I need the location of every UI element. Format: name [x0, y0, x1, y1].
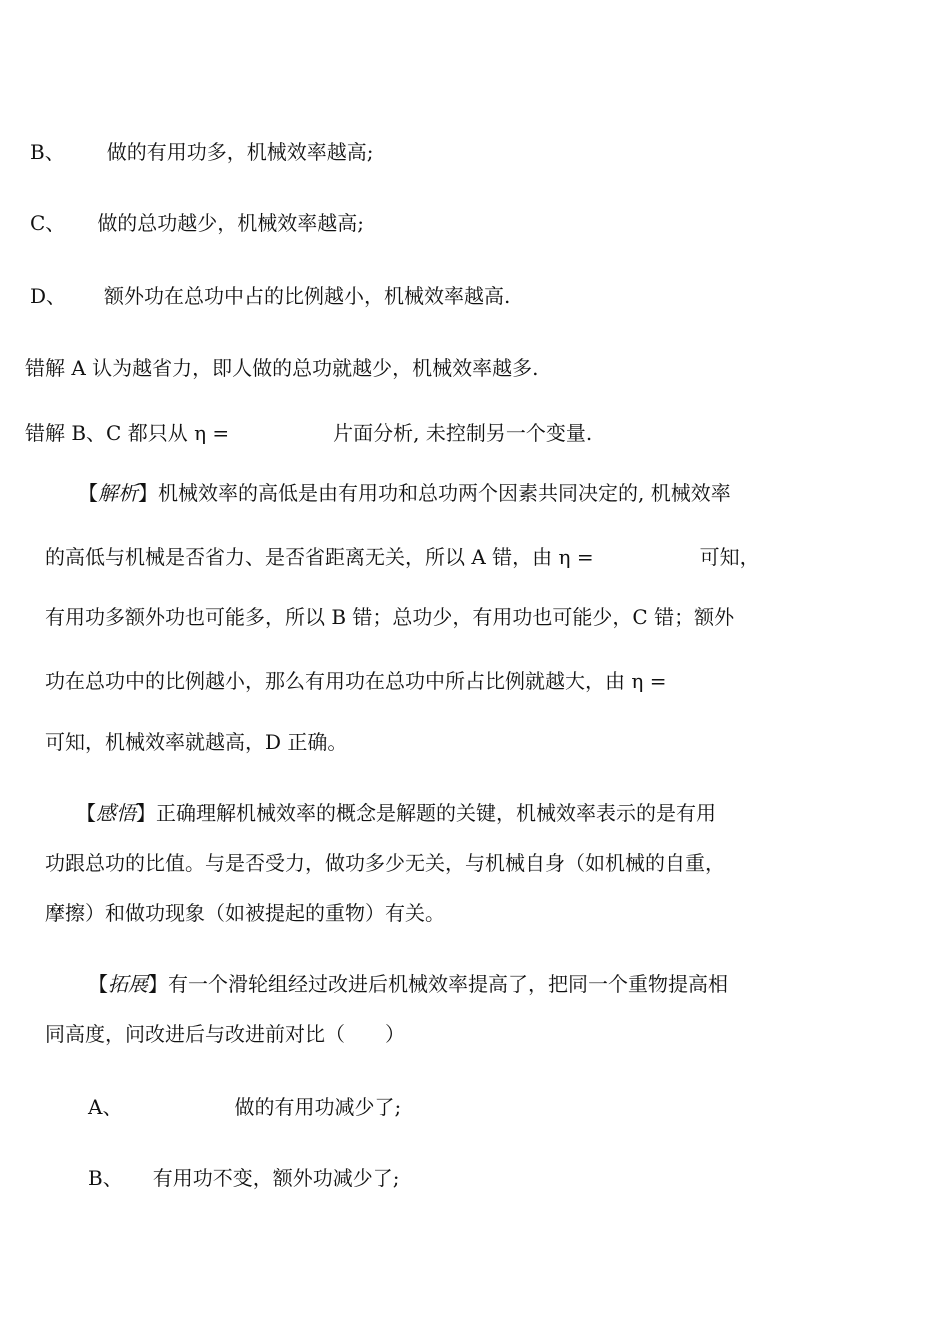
analysis-line-2 [45, 543, 760, 571]
extension-text-1: 有一个滑轮组经过改进后机械效率提高了，把同一个重物提高相 [168, 972, 728, 996]
extension-line-2: 同高度，问改进后与改进前对比（ ） [45, 1022, 405, 1046]
analysis-line-5: 可知，机械效率就越高，D 正确。 [45, 730, 348, 754]
analysis-text-2-prefix: 的高低与机械是否省力、是否省距离无关，所以 A 错，由 η = [45, 545, 594, 569]
analysis-text-2-suffix: 可知， [699, 545, 760, 569]
option-b-letter: B、 [30, 140, 65, 164]
option-c [30, 209, 364, 237]
insight-line-1 [76, 799, 716, 827]
extension-option-b-letter: B、 [88, 1166, 123, 1190]
extension-line-1 [88, 970, 728, 998]
insight-open-bracket: 【 [76, 801, 96, 825]
analysis-open-bracket: 【 [78, 481, 98, 505]
extension-option-a [88, 1093, 401, 1121]
wrong-answer-bc [25, 419, 592, 447]
option-d-letter: D、 [30, 284, 67, 308]
wrong-answer-bc-prefix: 错解 B、C 都只从 η = [25, 421, 230, 445]
extension-option-a-letter: A、 [88, 1095, 123, 1119]
option-b [30, 138, 373, 166]
extension-close-bracket: 】 [148, 972, 168, 996]
option-d-text: 额外功在总功中占的比例越小，机械效率越高. [104, 284, 511, 308]
wrong-answer-bc-suffix: 片面分析, 未控制另一个变量. [333, 421, 593, 445]
analysis-close-bracket: 】 [138, 481, 158, 505]
extension-open-bracket: 【 [88, 972, 108, 996]
insight-title: 感悟 [96, 801, 136, 825]
extension-title: 拓展 [108, 972, 148, 996]
analysis-line-4: 功在总功中的比例越小，那么有用功在总功中所占比例就越大，由 η = [45, 669, 667, 693]
extension-option-b [88, 1164, 399, 1192]
analysis-text-1: 机械效率的高低是由有用功和总功两个因素共同决定的, 机械效率 [158, 481, 731, 505]
analysis-line-3: 有用功多额外功也可能多，所以 B 错；总功少，有用功也可能少，C 错；额外 [45, 605, 735, 629]
extension-option-a-text: 做的有用功减少了; [234, 1095, 402, 1119]
option-b-text: 做的有用功多，机械效率越高; [106, 140, 374, 164]
option-d [30, 282, 510, 310]
insight-close-bracket: 】 [136, 801, 156, 825]
insight-line-3: 摩擦）和做功现象（如被提起的重物）有关。 [45, 901, 445, 925]
insight-text-1: 正确理解机械效率的概念是解题的关键，机械效率表示的是有用 [156, 801, 716, 825]
analysis-line-1 [78, 479, 731, 507]
wrong-answer-a: 错解 A 认为越省力，即人做的总功就越少，机械效率越多. [25, 356, 539, 380]
option-c-text: 做的总功越少，机械效率越高; [97, 211, 365, 235]
option-c-letter: C、 [30, 211, 66, 235]
analysis-title: 解析 [98, 481, 138, 505]
insight-line-2: 功跟总功的比值。与是否受力，做功多少无关，与机械自身（如机械的自重， [45, 851, 725, 875]
extension-option-b-text: 有用功不变，额外功减少了; [152, 1166, 400, 1190]
